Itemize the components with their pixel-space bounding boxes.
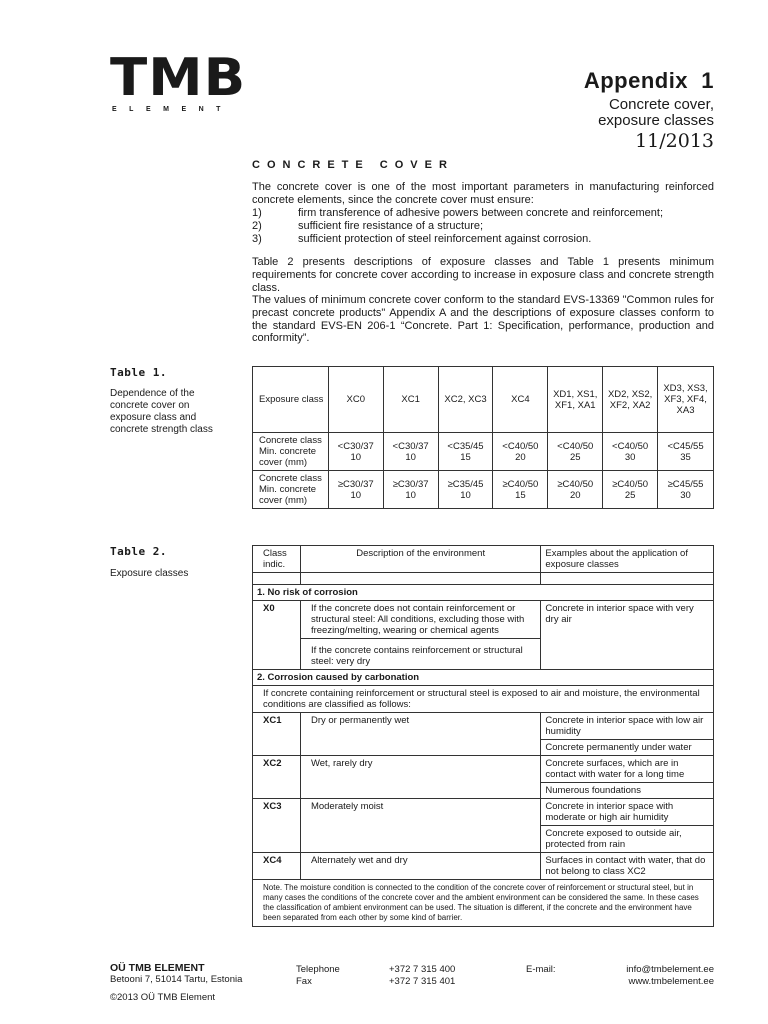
table-header-cell: XD3, XS3, XF3, XF4, XA3: [658, 367, 714, 433]
table-cell: [603, 433, 658, 471]
row-label-cover: Min. concrete cover (mm): [259, 484, 317, 506]
cell-cover: 10: [350, 451, 362, 463]
copyright: ©2013 OÜ TMB Element: [110, 992, 216, 1003]
section-row: [253, 585, 714, 601]
footer-labels: [296, 964, 340, 988]
table1-heading: Table 1.: [110, 366, 167, 379]
telephone-label: Telephone: [296, 964, 340, 975]
example-cell: Concrete permanently under water: [541, 740, 714, 756]
table2-description: Exposure classes: [110, 568, 189, 579]
cell-class: <C40/50: [502, 440, 539, 452]
concrete-cover-table: [252, 366, 714, 509]
example-cell: Concrete in interior space with moderate or high air humidity: [541, 799, 714, 826]
note-row: [253, 686, 714, 713]
env-description: If the concrete contains reinforcement or structural steel: very dry: [300, 639, 540, 670]
env-description: If the concrete does not contain reinforcement or structural steel: All conditions, excluding those with freezing/melting, wearing or chemical agents: [300, 601, 540, 639]
env-description: Wet, rarely dry: [300, 756, 540, 799]
row-label-cover: Min. concrete cover (mm): [259, 446, 317, 468]
table-cell: [438, 471, 493, 509]
row-label: [253, 471, 329, 509]
table-cell: [493, 471, 548, 509]
footer-company: [110, 962, 242, 1004]
table-header-row: [253, 367, 714, 433]
cell-class: <C40/50: [612, 440, 649, 452]
table-header-cell: XC2, XC3: [438, 367, 493, 433]
website-link[interactable]: www.tmbelement.ee: [628, 976, 714, 987]
cell-class: <C35/45: [447, 440, 484, 452]
table-row: [253, 601, 714, 639]
fax-number: +372 7 315 401: [389, 976, 456, 987]
exposure-classes-table: [252, 545, 714, 927]
class-code: XC4: [253, 853, 301, 880]
example-cell: Concrete in interior space with very dry air: [541, 601, 714, 670]
cell-class: <C40/50: [557, 440, 594, 452]
example-cell: Numerous foundations: [541, 783, 714, 799]
table-header-row: [253, 546, 714, 573]
example-cell: Surfaces in contact with water, that do not belong to class XC2: [541, 853, 714, 880]
example-cell: Concrete surfaces, which are in contact with water for a long time: [541, 756, 714, 783]
table-row: [253, 471, 714, 509]
intro-paragraph: The concrete cover is one of the most important parameters in manufacturing reinforced concrete elements, since the concrete cover must ensure:: [252, 181, 714, 206]
table2-heading: Table 2.: [110, 545, 167, 558]
table-cell: [493, 433, 548, 471]
table-cell: [383, 471, 438, 509]
table-corner-cell: Exposure class: [253, 367, 329, 433]
email-link[interactable]: info@tmbelement.ee: [626, 964, 714, 975]
class-code: XC2: [253, 756, 301, 799]
email-label: E-mail:: [526, 964, 556, 975]
section-note: If concrete containing reinforcement or structural steel is exposed to air and moisture, the environmental conditions are classified as follows:: [253, 686, 714, 713]
section-heading: 1. No risk of corrosion: [253, 585, 714, 601]
header-examples: Examples about the application of exposure classes: [541, 546, 714, 573]
document-date: 11/2013: [635, 130, 714, 152]
table-header-cell: XD2, XS2, XF2, XA2: [603, 367, 658, 433]
list-number: 2): [252, 219, 262, 232]
header-description: Description of the environment: [300, 546, 540, 573]
cell-class: ≥C30/37: [337, 478, 374, 490]
footer-numbers: [389, 964, 455, 988]
company-logo: TMB: [110, 48, 247, 108]
table-row: [253, 853, 714, 880]
list-item: [252, 207, 663, 220]
note-row: [253, 880, 714, 927]
cell-cover: 15: [460, 451, 471, 463]
table-cell: [328, 471, 383, 509]
list-number: 1): [252, 207, 262, 219]
requirements-list: [252, 207, 663, 245]
cell-cover: 20: [569, 489, 581, 501]
row-label-class: Concrete class: [259, 473, 322, 484]
company-logo-subtitle: ELEMENT: [112, 106, 233, 113]
cell-class: ≥C30/37: [392, 478, 429, 490]
table-cell: [328, 433, 383, 471]
list-number: 3): [252, 232, 262, 245]
cell-class: ≥C40/50: [557, 478, 594, 490]
appendix-title: Appendix 1: [583, 68, 714, 93]
company-address: Betooni 7, 51014 Tartu, Estonia: [110, 974, 243, 985]
cell-cover: 35: [680, 451, 691, 463]
table-note: Note. The moisture condition is connected to the condition of the concrete cover of reinforcement or structural steel, but in many cases the conditions of the concrete cover and the ambient environment can be considered the same. In these cases the classification of ambient environment can be used. The situation is different, if the concrete and the environment have been separated from each other by some kind of barrier.: [253, 880, 714, 927]
cell-cover: 20: [515, 451, 526, 463]
section-title: CONCRETE COVER: [252, 159, 454, 171]
class-code: X0: [253, 601, 301, 670]
subtitle-line-2: exposure classes: [598, 112, 714, 129]
cell-class: ≥C45/55: [667, 478, 704, 490]
cell-cover: 10: [350, 489, 362, 501]
cell-class: ≥C40/50: [502, 478, 539, 490]
example-cell: Concrete in interior space with low air humidity: [541, 713, 714, 740]
tables-paragraph: Table 2 presents descriptions of exposure classes and Table 1 presents minimum requirements for concrete cover according to increase in exposure class and concrete strength class.: [252, 256, 714, 294]
list-item: [252, 220, 663, 233]
env-description: Alternately wet and dry: [300, 853, 540, 880]
cell-class: ≥C35/45: [447, 478, 484, 490]
table-header-cell: XD1, XS1, XF1, XA1: [548, 367, 603, 433]
table-cell: [658, 471, 714, 509]
table-header-cell: XC0: [328, 367, 383, 433]
table-cell: [548, 471, 603, 509]
section-row: [253, 670, 714, 686]
list-text: sufficient fire resistance of a structure;: [298, 219, 484, 232]
cell-class: <C30/37: [337, 440, 374, 452]
header-class: Class indic.: [253, 546, 301, 573]
table-cell: [603, 471, 658, 509]
table-row: [253, 756, 714, 783]
cell-class: ≥C40/50: [612, 478, 649, 490]
class-code: XC1: [253, 713, 301, 756]
list-text: sufficient protection of steel reinforcement against corrosion.: [298, 232, 592, 245]
env-description: Dry or permanently wet: [300, 713, 540, 756]
cell-cover: 10: [405, 451, 416, 463]
table-header-cell: XC4: [493, 367, 548, 433]
table-spacer-row: [253, 573, 714, 585]
subtitle-line-1: Concrete cover,: [608, 96, 714, 113]
cell-class: <C45/55: [667, 440, 704, 452]
row-label-class: Concrete class: [259, 435, 322, 446]
cell-cover: 25: [624, 489, 636, 501]
table-cell: [383, 433, 438, 471]
fax-label: Fax: [296, 976, 312, 987]
document-subtitle: [598, 97, 714, 129]
row-label: [253, 433, 329, 471]
telephone-number: +372 7 315 400: [389, 964, 456, 975]
table-cell: [438, 433, 493, 471]
list-item: [252, 233, 663, 246]
section-heading: 2. Corrosion caused by carbonation: [253, 670, 714, 686]
cell-class: <C30/37: [392, 440, 429, 452]
table-row: [253, 433, 714, 471]
company-name: OÜ TMB ELEMENT: [110, 962, 205, 974]
cell-cover: 30: [624, 451, 636, 463]
standards-paragraph: The values of minimum concrete cover conform to the standard EVS-13369 "Common rules for precast concrete products" Appendix A and the descriptions of exposure classes conform to the standard EVS-EN 206-1 “Concrete. Part 1: Specification, performance, production and conformity”.: [252, 294, 714, 345]
footer-contacts: [626, 964, 714, 988]
list-text: firm transference of adhesive powers between concrete and reinforcement;: [298, 207, 664, 219]
cell-cover: 10: [405, 489, 416, 501]
table-header-cell: XC1: [383, 367, 438, 433]
table1-description: Dependence of the concrete cover on exposure class and concrete strength class: [110, 388, 213, 435]
cell-cover: 15: [515, 489, 526, 501]
example-cell: Concrete exposed to outside air, protected from rain: [541, 826, 714, 853]
cell-cover: 25: [569, 451, 581, 463]
cell-cover: 30: [680, 489, 691, 501]
table-row: [253, 713, 714, 740]
table-cell: [658, 433, 714, 471]
cell-cover: 10: [460, 489, 471, 501]
table-row: [253, 799, 714, 826]
env-description: Moderately moist: [300, 799, 540, 853]
class-code: XC3: [253, 799, 301, 853]
table-cell: [548, 433, 603, 471]
